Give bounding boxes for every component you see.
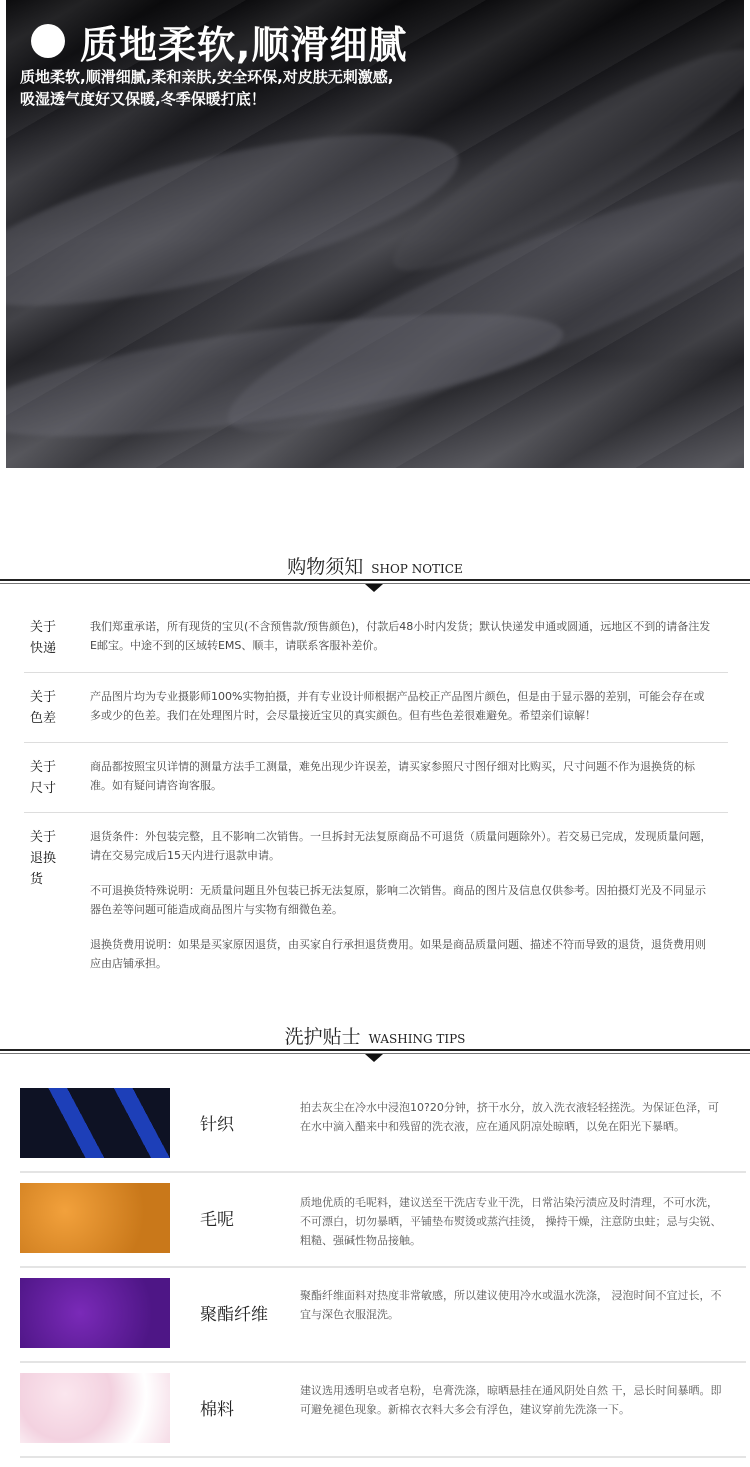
- wash-item-desc: 拍去灰尘在冷水中浸泡10?20分钟，挤干水分，放入洗衣液轻轻搓洗。为保证色泽，可在水中滴入醋来中和残留的洗衣液，应在通风阴凉处晾晒，以免在阳光下暴晒。: [300, 1101, 719, 1133]
- row-divider: [20, 1171, 746, 1173]
- wash-item-knit: [0, 1088, 750, 1176]
- fabric-swatch-image: [20, 1183, 170, 1253]
- notice-text: 我们郑重承诺，所有现货的宝贝(不含预售款/预售颜色)，付款后48小时内发货；默认快递发申通或圆通，远地区不到的请备注发E邮宝。中途不到的区域转EMS、顺丰，请联系客服补差价。: [90, 620, 711, 652]
- fabric-swatch-image: [20, 1278, 170, 1348]
- row-divider: [24, 672, 728, 673]
- notice-label: 关于 尺寸: [30, 760, 57, 796]
- row-divider: [20, 1361, 746, 1363]
- notice-text: 商品都按照宝贝详情的测量方法手工测量，难免出现少许误差，请买家参照尺寸图仔细对比购买，尺寸问题不作为退换货的标准。如有疑问请咨询客服。: [90, 760, 695, 792]
- washing-tips-heading: [0, 1022, 750, 1049]
- notice-label: 关于 退换货: [30, 830, 57, 887]
- section-rule: [0, 579, 750, 581]
- fabric-fold: [6, 289, 569, 462]
- wash-item-desc: 聚酯纤维面料对热度非常敏感，所以建议使用冷水或温水洗涤， 浸泡时间不宜过长，不宜与深色衣服混洗。: [300, 1289, 722, 1321]
- section-title-en: SHOP NOTICE: [371, 562, 463, 576]
- wash-item-desc: 建议选用透明皂或者皂粉，皂膏洗涤，晾晒悬挂在通风阴处自然 干，忌长时间暴晒。即可避免褪色现象。新棉衣衣料大多会有浮色，建议穿前先洗涤一下。: [300, 1384, 722, 1416]
- hero-title: 质地柔软,顺滑细腻: [80, 23, 408, 67]
- wash-item-polyester: [0, 1278, 750, 1366]
- wash-item-name: 聚酯纤维: [200, 1305, 268, 1325]
- wash-item-name: 毛呢: [200, 1210, 234, 1230]
- row-divider: [20, 1456, 746, 1458]
- section-title-cn: 购物须知: [287, 556, 364, 578]
- section-title-cn: 洗护贴士: [284, 1026, 361, 1048]
- notice-text: 退货条件：外包装完整，且不影响二次销售。一旦拆封无法复原商品不可退货（质量问题除外）。若交易已完成，发现质量问题，请在交易完成后15天内进行退款申请。 不可退换货特殊说明：无质量问题且外包装已拆无法复原，影响二次销售。商品的图片及信息仅供参考。因拍摄灯光及不同显示器色差等问题可能造成商品图片与实物有细微色差。 退换货费用说明：如果是买家原因退货，由买家自行承担退货费用。如果是商品质量问题、描述不符而导致的退货，退货费用则应由店铺承担。: [90, 830, 712, 970]
- wash-item-name: 针织: [200, 1115, 234, 1135]
- down-arrow-icon: [365, 584, 383, 592]
- wash-item-wool: [0, 1183, 750, 1271]
- row-divider: [20, 1266, 746, 1268]
- hero-subtitle-line: 吸湿透气度好又保暖,冬季保暖打底！: [20, 90, 266, 108]
- notice-text: 产品图片均为专业摄影师100%实物拍摄，并有专业设计师根据产品校正产品图片颜色，但是由于显示器的差别，可能会存在或多或少的色差。我们在处理图片时，会尽量接近宝贝的真实颜色。但有些色差很难避免。希望亲们谅解！: [90, 690, 705, 722]
- wash-item-name: 棉料: [200, 1400, 234, 1420]
- section-rule: [0, 1049, 750, 1051]
- notice-label: 关于 快递: [30, 620, 57, 656]
- fabric-swatch-image: [20, 1373, 170, 1443]
- bullet-dot-icon: [31, 24, 65, 58]
- row-divider: [24, 742, 728, 743]
- row-divider: [24, 812, 728, 813]
- hero-banner: [6, 0, 744, 468]
- wash-item-desc: 质地优质的毛呢料，建议送至干洗店专业干洗，日常沾染污渍应及时清理，不可水洗，不可漂白，切勿暴晒，平铺垫布熨烫或蒸汽挂烫， 操持干燥，注意防虫蛀；忌与尖锐、粗糙、强碱性物品接触。: [300, 1196, 722, 1247]
- hero-subtitle: [20, 66, 460, 110]
- section-title-en: WASHING TIPS: [368, 1032, 466, 1046]
- fabric-swatch-image: [20, 1088, 170, 1158]
- hero-subtitle-line: 质地柔软,顺滑细腻,柔和亲肤,安全环保,对皮肤无刺激感,: [20, 68, 394, 86]
- notice-label: 关于 色差: [30, 690, 57, 726]
- wash-item-cotton: [0, 1373, 750, 1461]
- down-arrow-icon: [365, 1054, 383, 1062]
- shop-notice-heading: [0, 552, 750, 579]
